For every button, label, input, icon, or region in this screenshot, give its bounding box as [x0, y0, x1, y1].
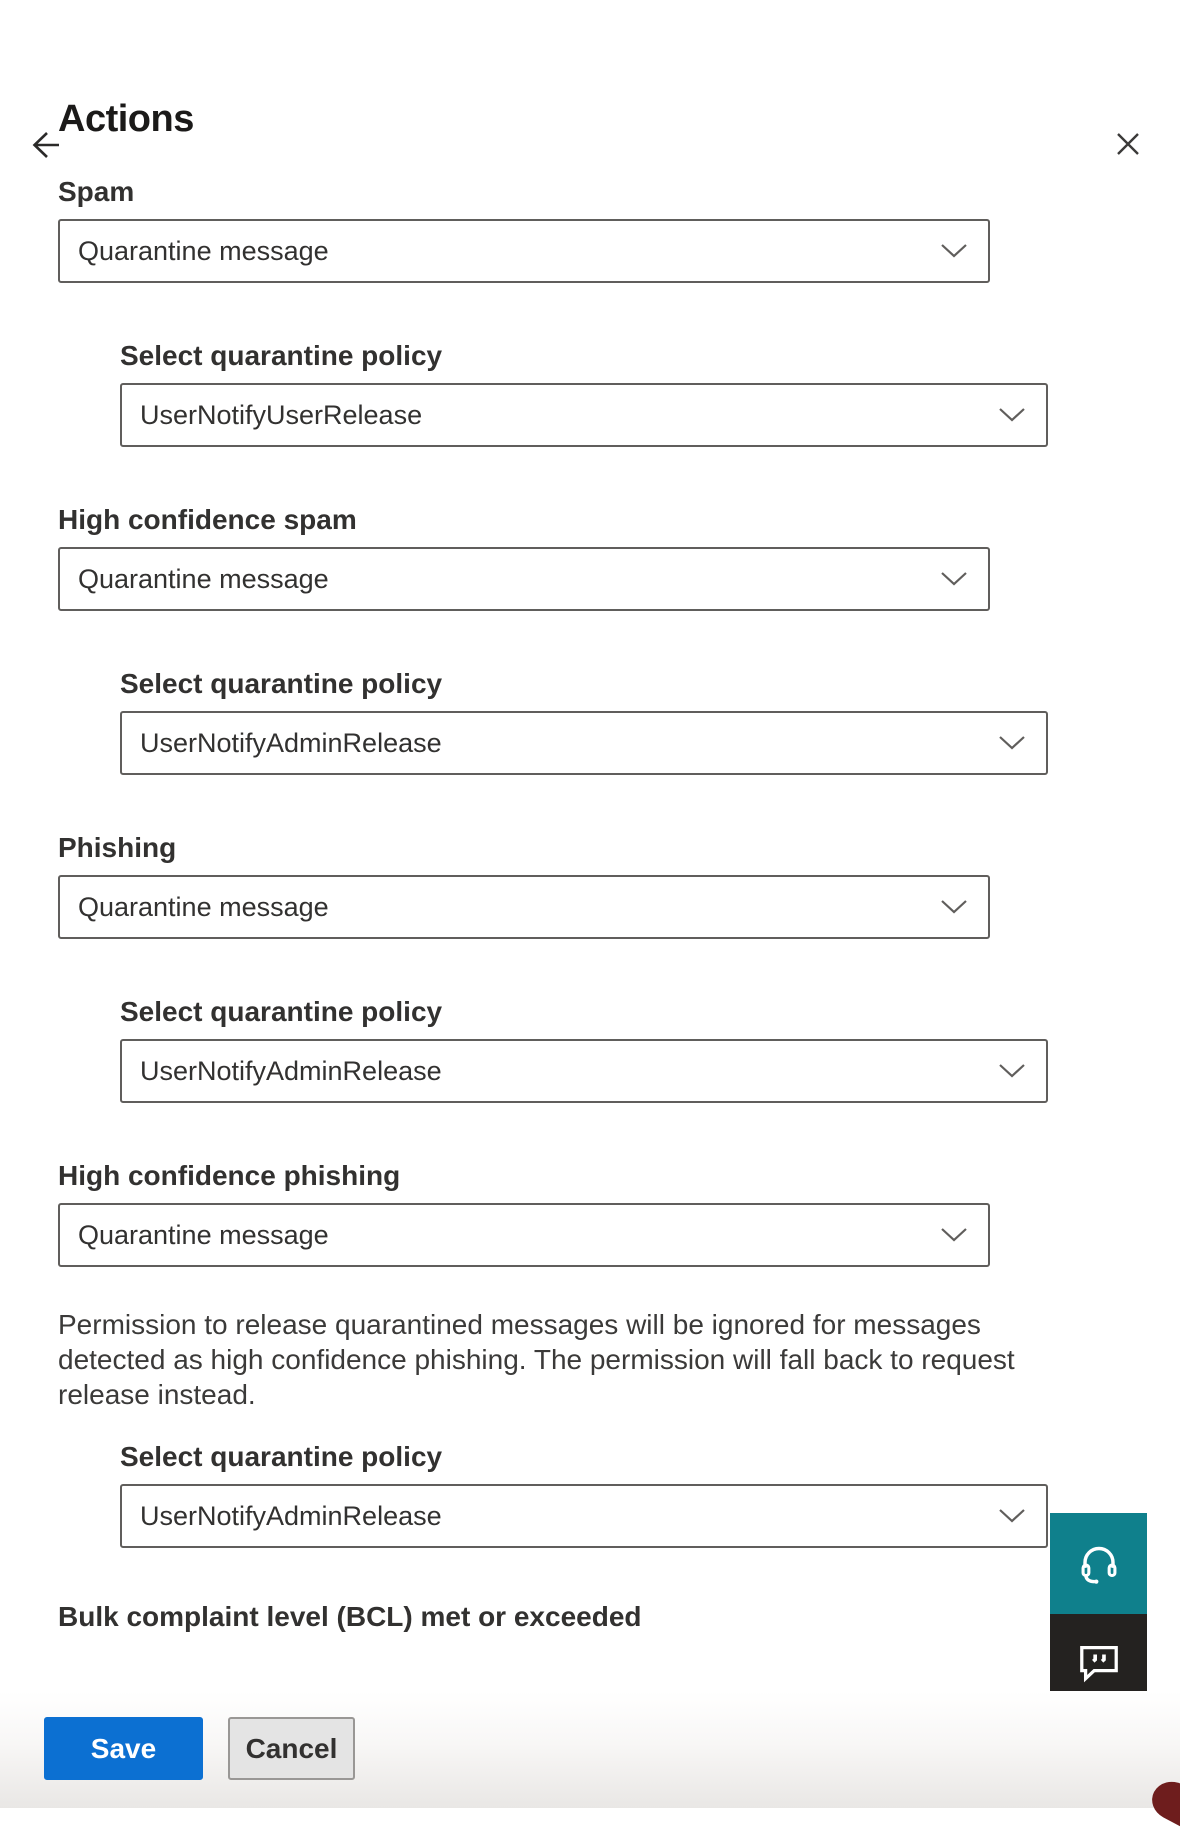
field-high-confidence-spam	[58, 505, 1180, 611]
chevron-down-icon	[940, 1227, 968, 1243]
chevron-down-icon	[998, 1063, 1026, 1079]
hc-phishing-quarantine-policy-select[interactable]	[120, 1484, 1048, 1548]
select-value: UserNotifyAdminRelease	[140, 727, 442, 758]
high-confidence-spam-action-select[interactable]	[58, 547, 990, 611]
field-label-high-confidence-spam: High confidence spam	[58, 504, 357, 535]
field-hc-phishing-quarantine-policy	[120, 1442, 1180, 1548]
page-title: Actions	[58, 98, 194, 140]
field-label-quarantine-policy: Select quarantine policy	[120, 996, 443, 1027]
close-button[interactable]	[1112, 128, 1144, 160]
select-value: UserNotifyUserRelease	[140, 399, 423, 430]
phishing-quarantine-policy-select[interactable]	[120, 1039, 1048, 1103]
field-label-quarantine-policy: Select quarantine policy	[120, 340, 443, 371]
field-label-high-confidence-phishing: High confidence phishing	[58, 1160, 401, 1191]
field-high-confidence-phishing	[58, 1161, 1180, 1267]
hc-phishing-permission-note: Permission to release quarantined messages will be ignored for messages detected as high confidence phishing. The permission will fall back to request release instead.	[58, 1309, 1015, 1410]
back-button[interactable]	[24, 126, 62, 164]
spam-quarantine-policy-select[interactable]	[120, 383, 1048, 447]
chevron-down-icon	[940, 243, 968, 259]
arrow-left-icon	[24, 126, 62, 164]
select-value: Quarantine message	[78, 563, 329, 594]
field-phishing	[58, 833, 1180, 939]
headset-icon	[1076, 1541, 1122, 1587]
chevron-down-icon	[998, 1508, 1026, 1524]
field-hc-spam-quarantine-policy	[120, 669, 1180, 775]
help-button[interactable]	[1050, 1513, 1147, 1614]
phishing-action-select[interactable]	[58, 875, 990, 939]
field-label-quarantine-policy: Select quarantine policy	[120, 668, 443, 699]
select-value: Quarantine message	[78, 235, 329, 266]
chevron-down-icon	[940, 571, 968, 587]
section-label-bulk-complaint-level: Bulk complaint level (BCL) met or exceeded	[58, 1601, 642, 1632]
chevron-down-icon	[940, 899, 968, 915]
chat-bubble-icon	[1076, 1640, 1122, 1684]
field-label-spam: Spam	[58, 176, 135, 207]
spam-action-select[interactable]	[58, 219, 990, 283]
save-button[interactable]: Save	[44, 1717, 203, 1780]
select-value: UserNotifyAdminRelease	[140, 1055, 442, 1086]
select-value: Quarantine message	[78, 891, 329, 922]
select-value: UserNotifyAdminRelease	[140, 1500, 442, 1531]
actions-panel	[0, 98, 1180, 1632]
close-icon	[1112, 128, 1144, 160]
cancel-button[interactable]: Cancel	[228, 1717, 355, 1780]
footer-bar	[0, 1691, 1180, 1808]
chevron-down-icon	[998, 735, 1026, 751]
field-label-quarantine-policy: Select quarantine policy	[120, 1441, 443, 1472]
hc-spam-quarantine-policy-select[interactable]	[120, 711, 1048, 775]
field-label-phishing: Phishing	[58, 832, 177, 863]
footer-button-row	[44, 1717, 355, 1780]
select-value: Quarantine message	[78, 1219, 329, 1250]
field-spam-quarantine-policy	[120, 341, 1180, 447]
chevron-down-icon	[998, 407, 1026, 423]
field-phishing-quarantine-policy	[120, 997, 1180, 1103]
high-confidence-phishing-action-select[interactable]	[58, 1203, 990, 1267]
field-spam	[58, 177, 1180, 283]
